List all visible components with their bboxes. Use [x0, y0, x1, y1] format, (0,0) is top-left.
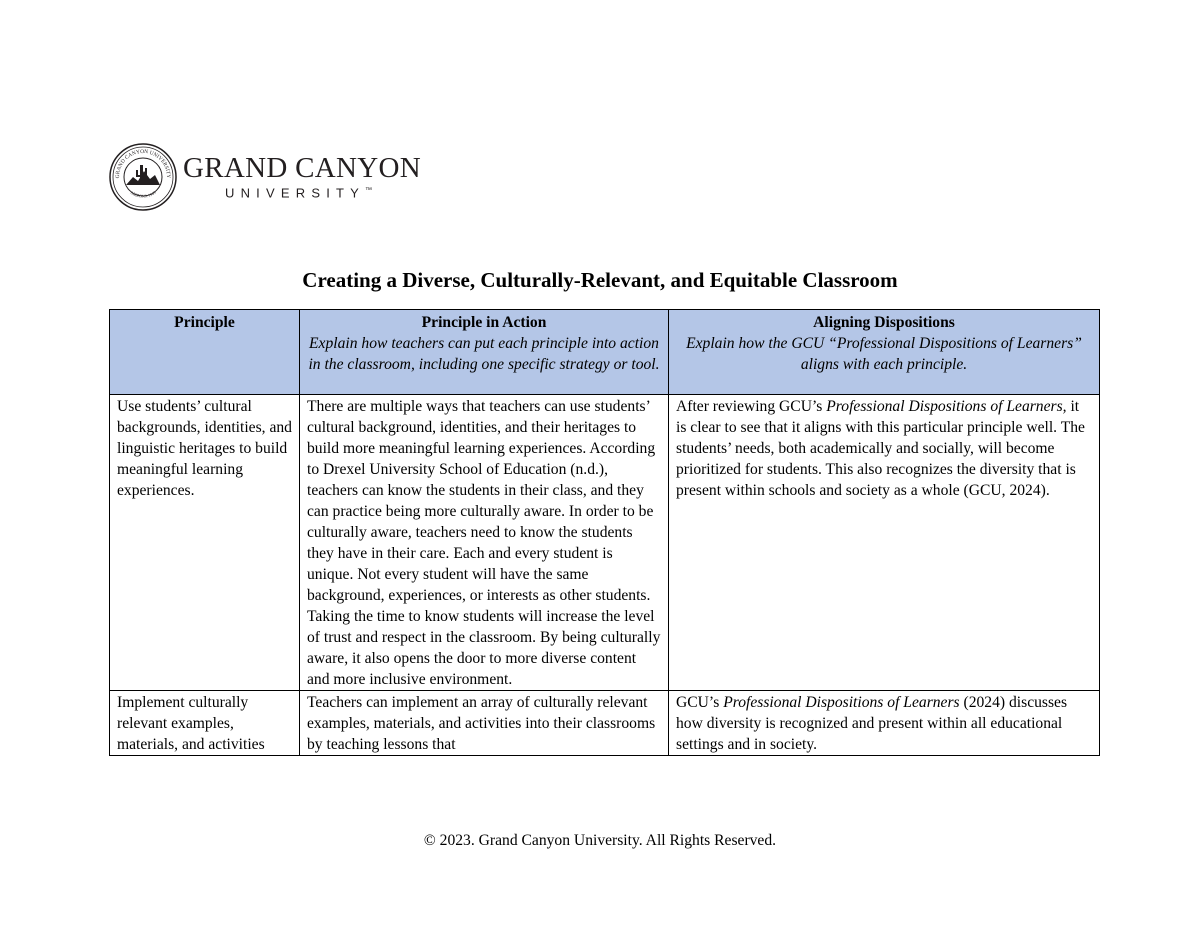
- svg-text:GRAND CANYON UNIVERSITY: GRAND CANYON UNIVERSITY: [114, 148, 172, 179]
- logo-wordmark: GRAND CANYON: [183, 151, 422, 184]
- principle-in-action-cell: There are multiple ways that teachers can use students’ cultural background, identities, and their heritages to build more meaningful learning experiences. According to Drexel University School of Education (n.d.), teachers can know the students in their class, and they can practice being more culturally aware. In order to be culturally aware, teachers need to know the students they have in their care. Each and every student is unique. Not every student will have the same background, experiences, or interests as other students. Taking the time to know students will increase the level of trust and respect in the classroom. By being culturally aware, it also opens the door to more diverse content and more inclusive environment.: [300, 395, 669, 691]
- header-principle-in-action-description: Explain how teachers can put each principle into action in the classroom, including one specific strategy or tool.: [308, 335, 660, 373]
- copyright-footer: © 2023. Grand Canyon University. All Rights Reserved.: [423, 832, 777, 849]
- document-title: Creating a Diverse, Culturally-Relevant, and Equitable Classroom: [302, 268, 898, 292]
- header-aligning-dispositions: Aligning Dispositions Explain how the GCU “Professional Dispositions of Learners” aligns with each principle.: [669, 310, 1100, 395]
- header-aligning-dispositions-description: Explain how the GCU “Professional Dispositions of Learners” aligns with each principle.: [686, 335, 1082, 373]
- header-principle-in-action: Principle in Action Explain how teachers can put each principle into action in the classroom, including one specific strategy or tool.: [300, 310, 669, 395]
- header-principle: Principle: [110, 310, 300, 395]
- principle-cell: Implement culturally relevant examples, materials, and activities: [110, 691, 300, 756]
- table-header-row: [110, 310, 1100, 395]
- svg-text:ARIZONA 1949: ARIZONA 1949: [129, 189, 157, 199]
- university-seal-icon: [109, 143, 177, 211]
- logo-subtitle: UNIVERSITY™: [225, 185, 373, 201]
- principle-cell: Use students’ cultural backgrounds, identities, and linguistic heritages to build meaningful learning experiences.: [110, 395, 300, 691]
- principle-in-action-cell: Teachers can implement an array of culturally relevant examples, materials, and activities into their classrooms by teaching lessons that: [300, 691, 669, 756]
- table-row: [110, 395, 1100, 691]
- table-row: [110, 691, 1100, 756]
- aligning-dispositions-cell: GCU’s Professional Dispositions of Learners (2024) discusses how diversity is recognized and present within all educational settings and in society.: [669, 691, 1100, 756]
- gcu-logo: [109, 143, 421, 211]
- principles-table: [109, 309, 1100, 756]
- aligning-dispositions-cell: After reviewing GCU’s Professional Dispositions of Learners, it is clear to see that it aligns with this particular principle well. The students’ needs, both academically and socially, will become prioritized for students. This also recognizes the diversity that is present within schools and society as a whole (GCU, 2024).: [669, 395, 1100, 691]
